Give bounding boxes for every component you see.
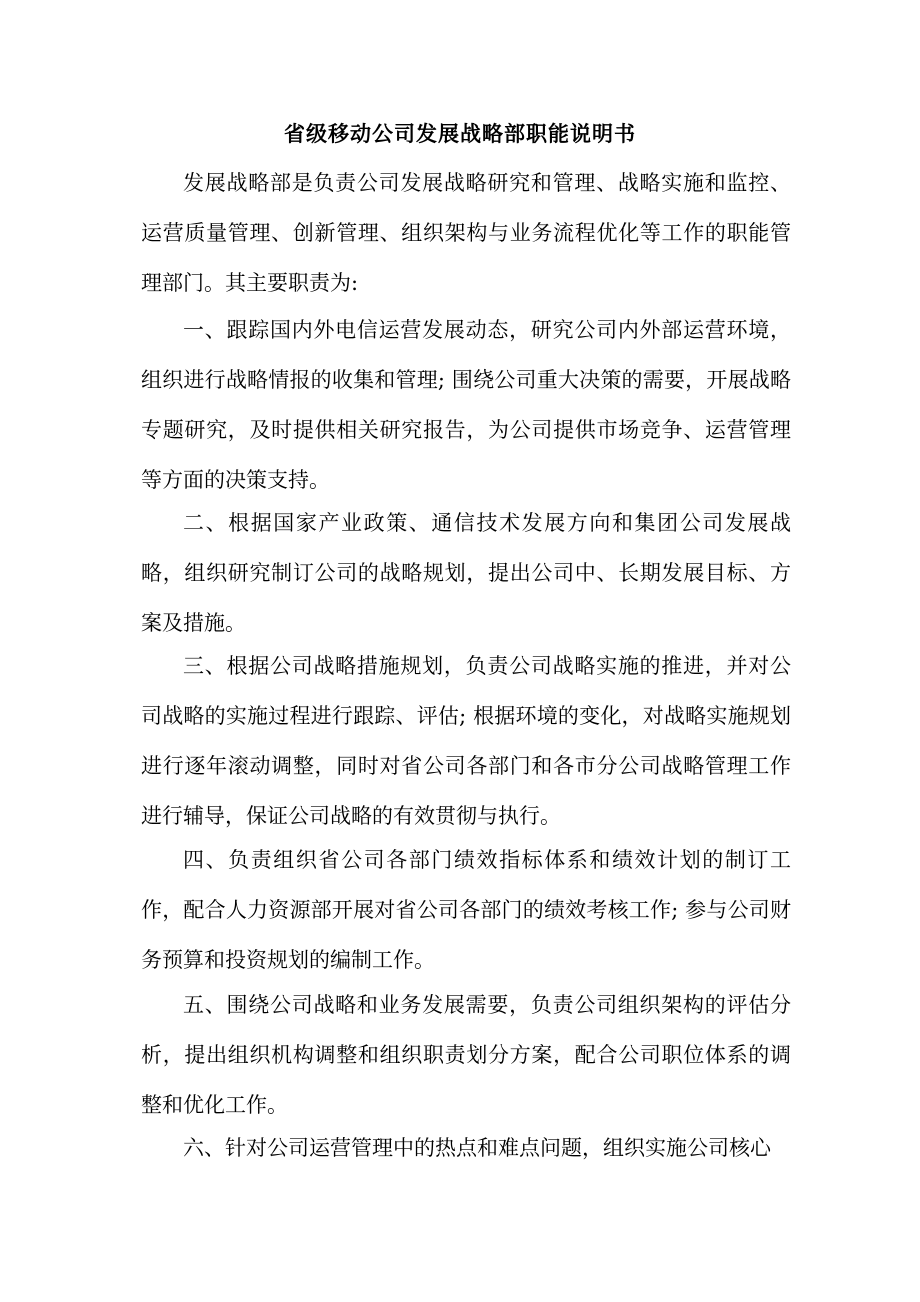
duty-paragraph-4: 四、负责组织省公司各部门绩效指标体系和绩效计划的制订工作，配合人力资源部开展对省公司各部门的绩效考核工作; 参与公司财务预算和投资规划的编制工作。 bbox=[141, 848, 791, 972]
duty-paragraph-6: 六、针对公司运营管理中的热点和难点问题，组织实施公司核心 bbox=[183, 1136, 771, 1160]
intro-paragraph: 发展战略部是负责公司发展战略研究和管理、战略实施和监控、运营质量管理、创新管理、组织架构与业务流程优化等工作的职能管理部门。其主要职责为: bbox=[141, 171, 791, 295]
document-title: 省级移动公司发展战略部职能说明书 bbox=[284, 121, 636, 146]
duty-paragraph-1: 一、跟踪国内外电信运营发展动态，研究公司内外部运营环境，组织进行战略情报的收集和管理; 围绕公司重大决策的需要，开展战略专题研究，及时提供相关研究报告，为公司提供市场竞争、运营管理等方面的决策支持。 bbox=[141, 318, 791, 492]
duty-paragraph-3: 三、根据公司战略措施规划，负责公司战略实施的推进，并对公司战略的实施过程进行跟踪、评估; 根据环境的变化，对战略实施规划进行逐年滚动调整，同时对省公司各部门和各市分公司战略管理工作进行辅导，保证公司战略的有效贯彻与执行。 bbox=[141, 654, 791, 828]
duty-paragraph-5: 五、围绕公司战略和业务发展需要，负责公司组织架构的评估分析，提出组织机构调整和组织职责划分方案，配合公司职位体系的调整和优化工作。 bbox=[141, 993, 791, 1117]
duty-paragraph-2: 二、根据国家产业政策、通信技术发展方向和集团公司发展战略，组织研究制订公司的战略规划，提出公司中、长期发展目标、方案及措施。 bbox=[141, 511, 791, 635]
